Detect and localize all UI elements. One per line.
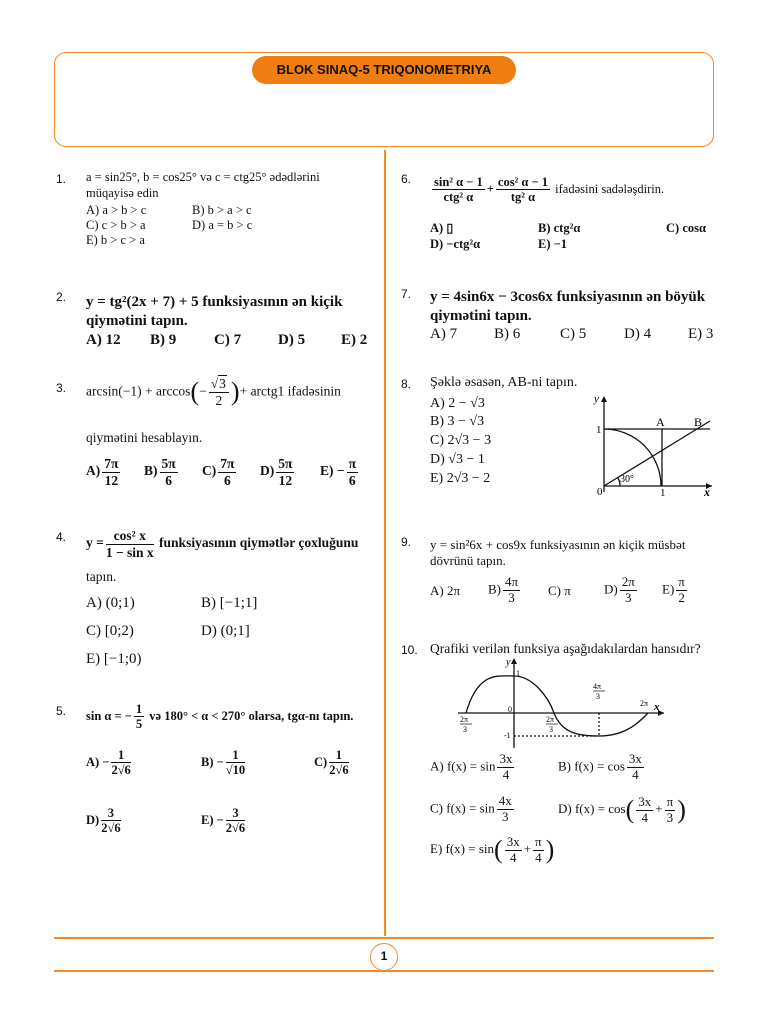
answer-option-a[interactable]: A) (0;1): [86, 595, 135, 611]
question-text: y = 4sin6x − 3cos6x funksiyasının ən böyük: [430, 289, 706, 305]
y-tick-1: 1: [516, 669, 520, 678]
page-title: BLOK SINAQ-5 TRIQONOMETRIYA: [252, 56, 516, 84]
x-tick-label: 2π: [460, 715, 469, 724]
x-tick-label: 3: [596, 692, 600, 701]
question-number: 9.: [401, 535, 412, 549]
answer-option-e[interactable]: E) −1: [538, 237, 567, 251]
answer-option-d[interactable]: D) (0;1]: [201, 623, 250, 639]
answer-option-c[interactable]: C) $\frac{1}{2√6}$: [314, 748, 349, 778]
answer-option-d[interactable]: D) $\frac{5\pi}{12}$: [260, 456, 293, 488]
answer-option-a[interactable]: A) $\frac{7\pi}{12}$: [86, 456, 119, 488]
answer-option-a[interactable]: A) ▯: [430, 221, 454, 235]
question-7: [430, 288, 720, 342]
answer-option-b[interactable]: B) 3 − √3: [430, 414, 485, 430]
q10-graph: [454, 656, 670, 750]
question-2: [86, 293, 376, 348]
function-curve: [466, 676, 648, 736]
answer-option-b[interactable]: B) − $\frac{1}{√10}$: [201, 748, 246, 778]
point-a-label: A: [656, 415, 665, 429]
question-number: 3.: [56, 381, 67, 395]
answer-option-a[interactable]: A) − $\frac{1}{2√6}$: [86, 748, 131, 778]
answer-option-d[interactable]: D) $\frac{3}{2√6}$: [86, 806, 121, 836]
question-text: ifadəsini sadələşdirin.: [555, 181, 665, 196]
question-text: tapın.: [86, 569, 117, 584]
question-number: 2.: [56, 290, 67, 304]
answer-option-b[interactable]: B) [−1;1]: [201, 595, 258, 611]
answer-option-b[interactable]: B) 6: [494, 326, 521, 342]
question-number: 4.: [56, 530, 67, 544]
x-axis-label: x: [654, 701, 660, 713]
answer-option-c[interactable]: C) cosα: [666, 221, 706, 235]
question-text: Qrafiki verilən funksiya aşağıdakılardan hansıdır?: [430, 641, 701, 656]
answer-option-c[interactable]: C) c > b > a: [86, 218, 146, 232]
question-text: y = sin²6x + cos9x funksiyasının ən kiçik müsbət: [430, 537, 686, 552]
answer-option-d[interactable]: D) $\frac{2\pi}{3}$: [604, 574, 635, 605]
question-8: [430, 374, 590, 489]
fraction-den: 2: [215, 392, 223, 408]
answer-option-d[interactable]: D) −ctg²α: [430, 237, 481, 251]
answer-option-a[interactable]: A) 7: [430, 326, 458, 342]
question-number: 7.: [401, 287, 412, 301]
question-number: 1.: [56, 172, 67, 186]
answer-option-e[interactable]: E) 3: [688, 326, 714, 342]
x-axis-label: x: [704, 485, 710, 499]
answer-option-d[interactable]: D) f(x) = cos( $\frac{3x}{4}$ + $\frac{\pi}{3}$ ): [558, 793, 686, 825]
minus-sign: −: [199, 383, 207, 399]
answer-option-e[interactable]: E) 2: [341, 332, 368, 348]
origin-label: 0: [508, 705, 512, 714]
y-axis-label: y: [506, 657, 511, 668]
answer-option-a[interactable]: A) 2π: [430, 583, 461, 598]
answer-option-d[interactable]: D) a = b > c: [192, 218, 253, 232]
column-divider: [384, 150, 386, 936]
expression-text: arcsin(−1) + arccos: [86, 383, 191, 399]
question-text: qiymətini tapın.: [86, 312, 188, 329]
answer-option-b[interactable]: B) f(x) = cos $\frac{3x}{4}$: [558, 751, 642, 782]
question-text: y = tg²(2x + 7) + 5 funksiyasının ən kiçik: [86, 294, 343, 310]
y-tick-1: 1: [596, 424, 602, 436]
q8-figure: [590, 392, 716, 500]
page-number: 1: [370, 943, 398, 971]
expression-text: y =: [86, 535, 104, 551]
expression-text: + arctg1 ifadəsinin: [239, 383, 341, 399]
answer-option-d[interactable]: D) 4: [624, 326, 652, 342]
sqrt-arg: 3: [219, 376, 226, 392]
y-tick-neg1: -1: [504, 731, 511, 740]
question-text: Şəklə əsasən, AB-ni tapın.: [430, 375, 578, 390]
x-tick-1: 1: [660, 487, 666, 499]
answer-option-c[interactable]: C) [0;2): [86, 623, 134, 639]
answer-option-b[interactable]: B) $\frac{5\pi}{6}$: [144, 456, 176, 488]
answer-option-c[interactable]: C) 2√3 − 3: [430, 433, 492, 449]
answer-option-b[interactable]: B) $\frac{4\pi}{3}$: [488, 574, 519, 605]
answer-option-e[interactable]: E) f(x) = sin( $\frac{3x}{4}$ + $\frac{\pi}{4}$ ): [430, 833, 555, 865]
answer-option-b[interactable]: B) b > a > c: [192, 203, 252, 217]
question-9: [430, 537, 720, 605]
question-number: 5.: [56, 704, 67, 718]
question-text: qiymətini hesablayın.: [86, 430, 203, 445]
answer-option-e[interactable]: E) $\frac{\pi}{2}$: [662, 574, 685, 605]
origin-label: 0: [597, 486, 603, 498]
question-text: funksiyasının qiymətlər çoxluğunu: [159, 535, 359, 551]
answer-option-c[interactable]: C) 5: [560, 326, 587, 342]
question-number: 10.: [401, 643, 418, 657]
x-tick-label: 3: [549, 725, 553, 734]
question-number: 6.: [401, 172, 412, 186]
x-tick-label: 3: [463, 725, 467, 734]
answer-option-e[interactable]: E) − $\frac{3}{2√6}$: [201, 806, 246, 836]
answer-option-e[interactable]: E) [−1;0): [86, 651, 142, 667]
answer-option-c[interactable]: C) f(x) = sin $\frac{4x}{3}$: [430, 793, 512, 824]
answer-option-a[interactable]: A) 12: [86, 332, 121, 348]
x-tick-label: 2π: [640, 699, 649, 708]
angle-label: 30°: [620, 474, 634, 485]
answer-option-e[interactable]: E) − $\frac{\pi}{6}$: [320, 456, 356, 488]
x-tick-label: 2π: [546, 715, 555, 724]
question-number: 8.: [401, 377, 412, 391]
answer-option-a[interactable]: A) a > b > c: [86, 203, 147, 217]
answer-option-b[interactable]: B) ctg²α: [538, 221, 581, 235]
question-1: [86, 170, 376, 247]
answer-option-e[interactable]: E) 2√3 − 2: [430, 471, 491, 487]
answer-option-a[interactable]: A) f(x) = sin $\frac{3x}{4}$: [430, 751, 513, 782]
answer-option-d[interactable]: D) √3 − 1: [430, 452, 485, 468]
answer-option-c[interactable]: C) π: [548, 583, 571, 598]
answer-option-b[interactable]: B) 9: [150, 332, 177, 348]
y-axis-label: y: [594, 393, 599, 405]
answer-option-e[interactable]: E) b > c > a: [86, 233, 145, 247]
question-text: müqayisə edin: [86, 185, 159, 200]
footer-line-top: [54, 937, 714, 939]
question-text: a = sin25°, b = cos25° və c = ctg25° ədədlərini: [86, 170, 320, 184]
question-text: qiymətini tapın.: [430, 307, 532, 324]
x-tick-label: 4π: [593, 682, 602, 691]
point-b-label: B: [694, 415, 703, 429]
question-text: dövrünü tapın.: [430, 553, 506, 569]
question-text: və 180° < α < 270° olarsa, tgα-nı tapın.: [149, 708, 354, 723]
answer-option-d[interactable]: D) 5: [278, 332, 306, 348]
answer-option-c[interactable]: C) $\frac{7\pi}{6}$: [202, 456, 235, 488]
answer-option-c[interactable]: C) 7: [214, 332, 242, 348]
answer-option-a[interactable]: A) 2 − √3: [430, 395, 485, 411]
